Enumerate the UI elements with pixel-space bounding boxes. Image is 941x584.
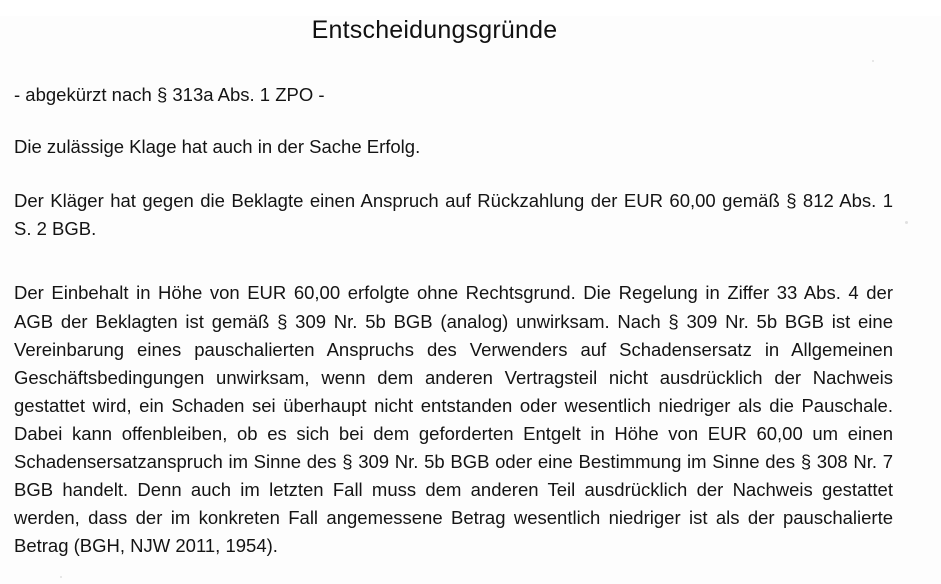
- scan-speck: [905, 221, 908, 224]
- document-page: [0, 16, 941, 584]
- page-title: Entscheidungsgründe: [311, 16, 558, 44]
- paragraph-admissibility: Die zulässige Klage hat auch in der Sache Erfolg.: [14, 136, 421, 158]
- paragraph-reasoning: Der Einbehalt in Höhe von EUR 60,00 erfolgte ohne Rechtsgrund. Die Regelung in Ziffer 33 Abs. 4 der AGB der Beklagten ist gemäß § 309 Nr. 5b BGB (analog) unwirksam. Nach § 309 Nr. 5b BGB ist eine Vereinbarung eines pauschalierten Anspruchs des Verwenders auf Schadensersatz in Allgemeinen Geschäftsbedingungen unwirksam, wenn dem anderen Vertragsteil nicht ausdrücklich der Nachweis gestattet wird, ein Schaden sei überhaupt nicht entstanden oder wesentlich niedriger als die Pauschale. Dabei kann offenbleiben, ob es sich bei dem geforderten Entgelt in Höhe von EUR 60,00 um einen Schadensersatzanspruch im Sinne des § 309 Nr. 5b BGB oder eine Bestimmung im Sinne des § 308 Nr. 7 BGB handelt. Denn auch im letzten Fall muss dem anderen Teil ausdrücklich der Nachweis gestattet werden, dass der im konkreten Fall angemessene Betrag wesentlich niedriger ist als der pauschalierte Betrag (BGH, NJW 2011, 1954).: [14, 282, 893, 557]
- scan-speck: [60, 576, 62, 578]
- scan-speck: [872, 60, 874, 62]
- paragraph-statutory-note: - abgekürzt nach § 313a Abs. 1 ZPO -: [14, 84, 325, 105]
- paragraph-claim-basis: Der Kläger hat gegen die Beklagte einen Anspruch auf Rückzahlung der EUR 60,00 gemäß § 812 Abs. 1 S. 2 BGB.: [14, 190, 893, 240]
